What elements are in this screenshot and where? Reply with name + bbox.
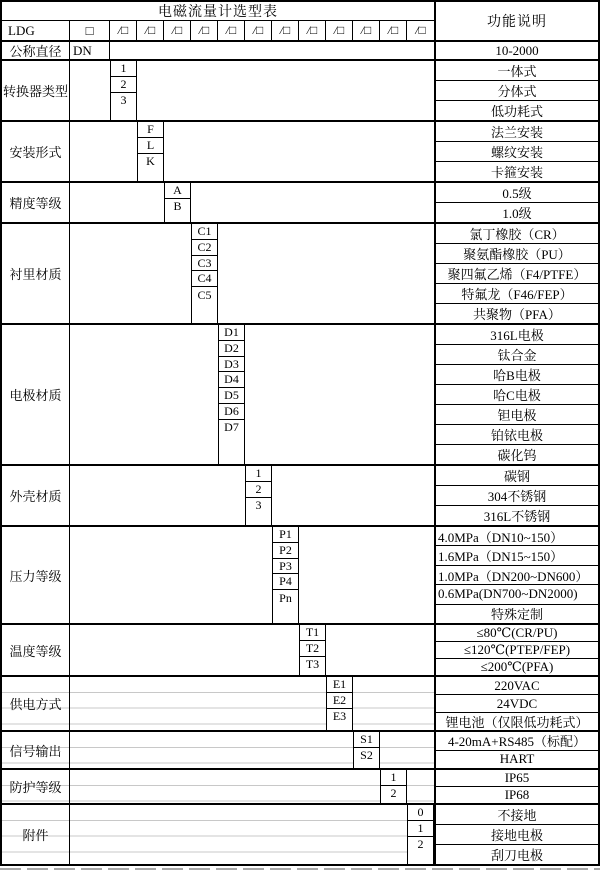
option-code-pressure-rating-P3: P3: [273, 559, 298, 575]
model-code-box-7: /□: [272, 21, 299, 40]
section-electrode-material-right-blank: [245, 325, 434, 464]
section-temperature-rating-label: 温度等级: [2, 625, 70, 675]
option-code-signal-output-S2: S2: [360, 748, 373, 763]
option-code-liner-material-C4: C4: [192, 271, 217, 287]
section-power-supply-descs: [434, 677, 598, 730]
model-code-box-10: /□: [353, 21, 380, 40]
option-code-accessories-2: 2: [417, 837, 424, 852]
section-liner-material-right-blank: [218, 224, 434, 323]
table-title: 电磁流量计选型表: [2, 2, 434, 21]
section-electrode-material: [2, 323, 598, 464]
section-electrode-material-descs: [434, 325, 598, 464]
option-code-temperature-rating-T1: T1: [300, 625, 325, 641]
selection-sections: [2, 59, 598, 864]
option-code-power-supply-E1: E1: [327, 677, 352, 693]
section-housing-material: [2, 464, 598, 525]
model-code-boxes: [110, 21, 434, 40]
section-protection-rating-codes: [380, 770, 407, 803]
section-liner-material-left-blank: [70, 224, 191, 323]
option-desc-housing-material-3: 316L不锈钢: [483, 509, 551, 524]
option-code-converter-type-1: 1: [111, 61, 136, 77]
section-liner-material-descs: [434, 224, 598, 323]
option-code-pressure-rating-P1: P1: [273, 527, 298, 543]
option-desc-converter-type-2: 分体式: [436, 81, 598, 101]
option-code-accuracy-class-B: B: [173, 199, 182, 214]
section-installation-type-left-blank: [70, 122, 137, 181]
section-converter-type-codes: [110, 61, 137, 120]
model-base-box: □: [70, 21, 110, 40]
model-code-box-11: /□: [380, 21, 407, 40]
section-converter-type-right-blank: [137, 61, 434, 120]
section-protection-rating-left-blank: [70, 770, 380, 803]
diameter-row-label: 公称直径: [2, 42, 70, 59]
option-code-liner-material-C2: C2: [192, 240, 217, 256]
model-code-box-3: /□: [164, 21, 191, 40]
model-code-box-5: /□: [218, 21, 245, 40]
section-power-supply-codes: [326, 677, 353, 730]
option-desc-pressure-rating-P3: 1.0MPa（DN200~DN600）: [436, 566, 598, 585]
section-installation-type-codes: [137, 122, 164, 181]
option-code-electrode-material-D7: D7: [224, 420, 239, 435]
option-code-liner-material-C3: C3: [192, 256, 217, 272]
option-desc-liner-material-C4: 特氟龙（F46/FEP）: [436, 284, 598, 304]
section-converter-type-left-blank: [70, 61, 110, 120]
option-desc-housing-material-2: 304不锈钢: [436, 486, 598, 506]
option-code-temperature-rating-T3: T3: [305, 657, 320, 672]
section-protection-rating-label: 防护等级: [2, 770, 70, 803]
section-installation-type: [2, 120, 598, 181]
section-accessories-descs: [434, 805, 598, 864]
option-code-accuracy-class-A: A: [165, 183, 190, 199]
section-electrode-material-left-blank: [70, 325, 218, 464]
section-liner-material-codes: [191, 224, 218, 323]
section-signal-output: [2, 730, 598, 768]
option-code-converter-type-3: 3: [120, 93, 127, 108]
section-accuracy-class-right-blank: [191, 183, 434, 222]
option-code-electrode-material-D3: D3: [219, 357, 244, 373]
function-column-header: 功能说明: [434, 2, 598, 40]
option-code-electrode-material-D6: D6: [219, 404, 244, 420]
option-code-signal-output-S1: S1: [354, 732, 379, 748]
option-desc-electrode-material-D1: 316L电极: [436, 325, 598, 345]
section-temperature-rating-descs: [434, 625, 598, 675]
diameter-row-code: DN: [70, 42, 110, 59]
option-desc-liner-material-C1: 氯丁橡胶（CR）: [436, 224, 598, 244]
section-temperature-rating-left-blank: [70, 625, 299, 675]
option-desc-temperature-rating-T2: ≤120℃(PTEP/FEP): [436, 642, 598, 659]
section-protection-rating: [2, 768, 598, 803]
section-housing-material-label: 外壳材质: [2, 466, 70, 525]
section-accessories-codes: [407, 805, 434, 864]
option-code-protection-rating-1: 1: [381, 770, 406, 786]
option-code-liner-material-C1: C1: [192, 224, 217, 240]
option-desc-accessories-0: 不接地: [436, 805, 598, 825]
section-power-supply-label: 供电方式: [2, 677, 70, 730]
section-temperature-rating: [2, 623, 598, 675]
section-accessories: [2, 803, 598, 864]
section-accuracy-class-label: 精度等级: [2, 183, 70, 222]
option-code-housing-material-1: 1: [246, 466, 271, 482]
option-code-liner-material-C5: C5: [197, 287, 212, 302]
section-signal-output-left-blank: [70, 732, 353, 768]
option-desc-protection-rating-2: IP68: [504, 787, 530, 802]
section-pressure-rating-left-blank: [70, 527, 272, 623]
section-pressure-rating-codes: [272, 527, 299, 623]
option-code-protection-rating-2: 2: [390, 786, 397, 801]
option-desc-electrode-material-D2: 钛合金: [436, 345, 598, 365]
option-desc-pressure-rating-P1: 4.0MPa（DN10~150）: [436, 527, 598, 546]
option-code-electrode-material-D1: D1: [219, 325, 244, 341]
section-converter-type-descs: [434, 61, 598, 120]
section-accessories-label: 附件: [2, 805, 70, 864]
option-desc-protection-rating-1: IP65: [436, 770, 598, 787]
option-desc-accuracy-class-B: 1.0级: [502, 206, 532, 221]
table-header: [2, 2, 598, 40]
model-code-box-8: /□: [299, 21, 326, 40]
section-pressure-rating-descs: [434, 527, 598, 623]
option-desc-installation-type-K: 卡箍安装: [490, 165, 543, 180]
option-desc-pressure-rating-P2: 1.6MPa（DN15~150）: [436, 546, 598, 565]
model-code-box-9: /□: [326, 21, 353, 40]
option-desc-converter-type-1: 一体式: [436, 61, 598, 81]
option-desc-converter-type-3: 低功耗式: [490, 104, 543, 119]
model-code-row: [2, 21, 434, 40]
option-code-temperature-rating-T2: T2: [300, 641, 325, 657]
diameter-row-desc: 10-2000: [434, 42, 598, 59]
option-code-power-supply-E2: E2: [327, 693, 352, 709]
section-housing-material-left-blank: [70, 466, 245, 525]
option-desc-temperature-rating-T1: ≤80℃(CR/PU): [436, 625, 598, 642]
model-code-box-6: /□: [245, 21, 272, 40]
section-temperature-rating-codes: [299, 625, 326, 675]
option-code-electrode-material-D5: D5: [219, 388, 244, 404]
option-code-installation-type-L: L: [138, 138, 163, 154]
option-desc-accessories-1: 接地电极: [436, 825, 598, 845]
option-code-pressure-rating-Pn: Pn: [279, 590, 292, 605]
section-power-supply-left-blank: [70, 677, 326, 730]
option-desc-accessories-2: 刮刀电极: [490, 848, 543, 863]
section-signal-output-label: 信号输出: [2, 732, 70, 768]
option-desc-electrode-material-D3: 哈B电极: [436, 365, 598, 385]
section-converter-type-label: 转换器类型: [2, 61, 70, 120]
option-desc-signal-output-S1: 4-20mA+RS485（标配）: [436, 732, 598, 751]
option-code-pressure-rating-P2: P2: [273, 543, 298, 559]
model-code-box-1: /□: [110, 21, 137, 40]
option-desc-temperature-rating-T3: ≤200℃(PFA): [480, 659, 554, 674]
option-desc-electrode-material-D4: 哈C电极: [436, 385, 598, 405]
section-liner-material-label: 衬里材质: [2, 224, 70, 323]
option-code-power-supply-E3: E3: [332, 709, 347, 724]
option-desc-power-supply-E2: 24VDC: [436, 695, 598, 713]
model-code-box-12: /□: [415, 23, 426, 37]
option-code-accessories-0: 0: [408, 805, 433, 821]
option-code-housing-material-2: 2: [246, 482, 271, 498]
section-accuracy-class-left-blank: [70, 183, 164, 222]
option-code-accessories-1: 1: [408, 821, 433, 837]
section-signal-output-codes: [353, 732, 380, 768]
section-signal-output-descs: [434, 732, 598, 768]
section-accuracy-class-codes: [164, 183, 191, 222]
section-converter-type: [2, 59, 598, 120]
option-desc-accuracy-class-A: 0.5级: [436, 183, 598, 203]
section-installation-type-right-blank: [164, 122, 434, 181]
section-temperature-rating-right-blank: [326, 625, 434, 675]
option-code-installation-type-F: F: [138, 122, 163, 138]
diameter-row: [2, 40, 598, 59]
option-desc-pressure-rating-Pn: 特殊定制: [490, 607, 543, 623]
option-desc-installation-type-F: 法兰安装: [436, 122, 598, 142]
section-installation-type-descs: [434, 122, 598, 181]
section-housing-material-right-blank: [272, 466, 434, 525]
option-desc-electrode-material-D6: 铂铱电极: [436, 425, 598, 445]
section-electrode-material-label: 电极材质: [2, 325, 70, 464]
section-power-supply: [2, 675, 598, 730]
option-desc-power-supply-E3: 锂电池（仅限低功耗式）: [445, 715, 589, 730]
option-code-electrode-material-D2: D2: [219, 341, 244, 357]
option-code-electrode-material-D4: D4: [219, 372, 244, 388]
option-desc-installation-type-L: 螺纹安装: [436, 142, 598, 162]
model-prefix: LDG: [2, 21, 70, 40]
section-accessories-left-blank: [70, 805, 407, 864]
header-left: [2, 2, 434, 40]
section-power-supply-right-blank: [353, 677, 434, 730]
model-code-box-4: /□: [191, 21, 218, 40]
section-housing-material-codes: [245, 466, 272, 525]
option-code-installation-type-K: K: [146, 154, 155, 169]
section-pressure-rating-label: 压力等级: [2, 527, 70, 623]
option-desc-housing-material-1: 碳钢: [436, 466, 598, 486]
option-code-housing-material-3: 3: [255, 498, 262, 513]
section-housing-material-descs: [434, 466, 598, 525]
option-desc-electrode-material-D5: 钽电极: [436, 405, 598, 425]
option-desc-power-supply-E1: 220VAC: [436, 677, 598, 695]
diameter-row-blank: [110, 42, 434, 59]
option-code-pressure-rating-P4: P4: [273, 574, 298, 590]
section-pressure-rating: [2, 525, 598, 623]
section-installation-type-label: 安装形式: [2, 122, 70, 181]
section-protection-rating-right-blank: [407, 770, 434, 803]
option-desc-liner-material-C3: 聚四氟乙烯（F4/PTFE）: [436, 264, 598, 284]
section-pressure-rating-right-blank: [299, 527, 434, 623]
option-desc-liner-material-C5: 共聚物（PFA）: [473, 307, 561, 322]
option-desc-signal-output-S2: HART: [499, 751, 535, 767]
option-desc-electrode-material-D7: 碳化钨: [497, 448, 537, 463]
section-signal-output-right-blank: [380, 732, 434, 768]
option-desc-liner-material-C2: 聚氨酯橡胶（PU）: [436, 244, 598, 264]
section-accuracy-class: [2, 181, 598, 222]
option-code-converter-type-2: 2: [111, 77, 136, 93]
section-accuracy-class-descs: [434, 183, 598, 222]
option-desc-pressure-rating-P4: 0.6MPa(DN700~DN2000): [436, 585, 598, 604]
section-electrode-material-codes: [218, 325, 245, 464]
section-liner-material: [2, 222, 598, 323]
section-protection-rating-descs: [434, 770, 598, 803]
model-code-box-2: /□: [137, 21, 164, 40]
